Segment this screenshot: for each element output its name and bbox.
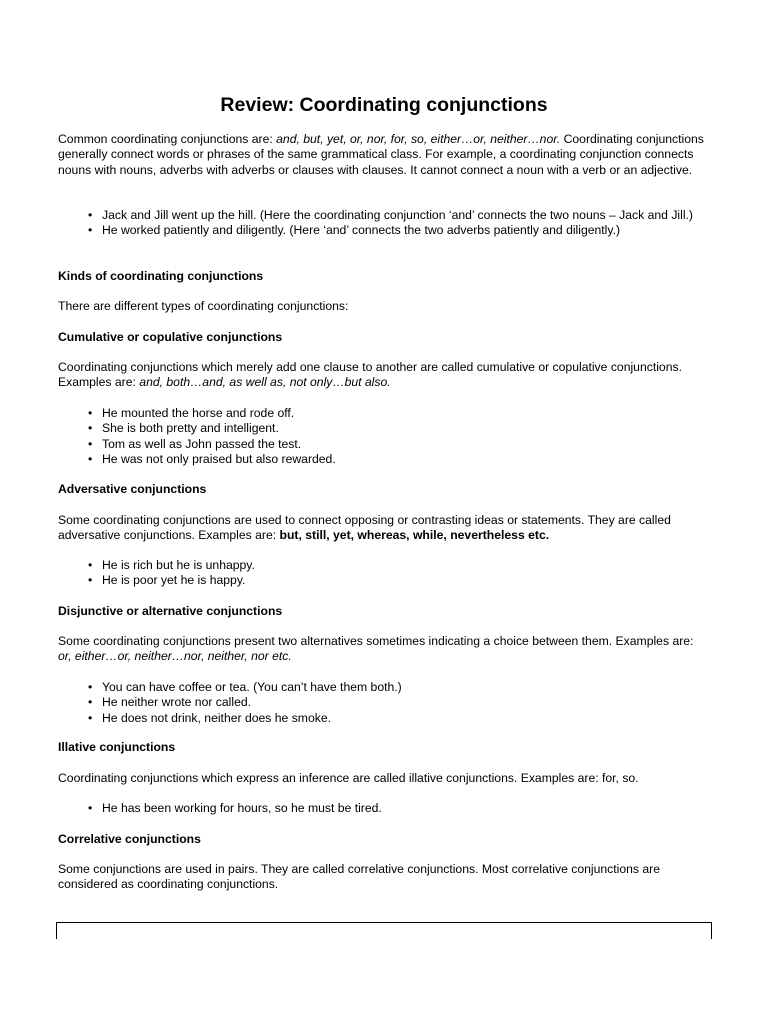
- kinds-text: There are different types of coordinating conjunctions:: [58, 299, 349, 313]
- intro-paragraph: [58, 132, 710, 178]
- intro-text-post: Coordinating conjunctions generally connect words or phrases of the same grammatical class. For example, a coordinating conjunction connects nouns with nouns, adverbs with adverbs or clauses with clauses. It cannot connect a noun with a verb or an adjective.: [58, 132, 704, 177]
- cumulative-example-list: [58, 406, 710, 467]
- cumulative-paragraph: [58, 360, 710, 391]
- intro-examples: and, but, yet, or, nor, for, so, either…or, neither…nor.: [276, 132, 561, 146]
- intro-example-list: [58, 208, 710, 239]
- disjunctive-heading: Disjunctive or alternative conjunctions: [58, 604, 283, 618]
- list-item: • He is rich but he is unhappy.: [102, 558, 710, 573]
- list-item: • He neither wrote nor called.: [102, 695, 710, 710]
- cumulative-heading: Cumulative or copulative conjunctions: [58, 330, 283, 344]
- adversative-paragraph: [58, 513, 710, 544]
- list-item: • He is poor yet he is happy.: [102, 573, 710, 588]
- correlative-heading: Correlative conjunctions: [58, 832, 201, 846]
- list-item: • He was not only praised but also rewarded.: [102, 452, 710, 467]
- page-title: Review: Coordinating conjunctions: [220, 94, 548, 116]
- page-bottom-frame: [56, 922, 712, 939]
- adversative-examples: but, still, yet, whereas, while, nevertheless etc.: [279, 528, 550, 543]
- disjunctive-example-list: [58, 680, 710, 726]
- cumulative-examples: and, both…and, as well as, not only…but also.: [139, 375, 391, 390]
- list-item: • Jack and Jill went up the hill. (Here the coordinating conjunction ‘and’ connects the two nouns – Jack and Jill.): [102, 208, 710, 223]
- kinds-heading: Kinds of coordinating conjunctions: [58, 269, 264, 283]
- adversative-example-list: [58, 558, 710, 589]
- disjunctive-paragraph: [58, 634, 710, 665]
- list-item: • He has been working for hours, so he must be tired.: [102, 801, 710, 816]
- disjunctive-examples: or, either…or, neither…nor, neither, nor etc.: [58, 649, 292, 664]
- list-item: • You can have coffee or tea. (You can’t have them both.): [102, 680, 710, 695]
- correlative-text: Some conjunctions are used in pairs. They are called correlative conjunctions. Most correlative conjunctions are considered as coordinating conjunctions.: [58, 862, 661, 892]
- intro-text-pre: Common coordinating conjunctions are:: [58, 132, 277, 146]
- list-item: • He worked patiently and diligently. (Here ‘and’ connects the two adverbs patiently and diligently.): [102, 223, 710, 238]
- list-item: • She is both pretty and intelligent.: [102, 421, 710, 436]
- disjunctive-text: Some coordinating conjunctions present two alternatives sometimes indicating a choice between them. Examples are:: [58, 634, 694, 648]
- illative-example-list: [58, 801, 710, 816]
- illative-heading: Illative conjunctions: [58, 740, 176, 754]
- list-item: • He mounted the horse and rode off.: [102, 406, 710, 421]
- list-item: • He does not drink, neither does he smoke.: [102, 711, 710, 726]
- list-item: • Tom as well as John passed the test.: [102, 437, 710, 452]
- adversative-heading: Adversative conjunctions: [58, 482, 207, 496]
- illative-text: Coordinating conjunctions which express an inference are called illative conjunctions. Examples are: for, so.: [58, 771, 639, 785]
- adversative-text: Some coordinating conjunctions are used to connect opposing or contrasting ideas or statements. They are called adversative conjunctions. Examples are:: [58, 513, 671, 543]
- cumulative-text: Coordinating conjunctions which merely add one clause to another are called cumulative or copulative conjunctions. Examples are:: [58, 360, 682, 390]
